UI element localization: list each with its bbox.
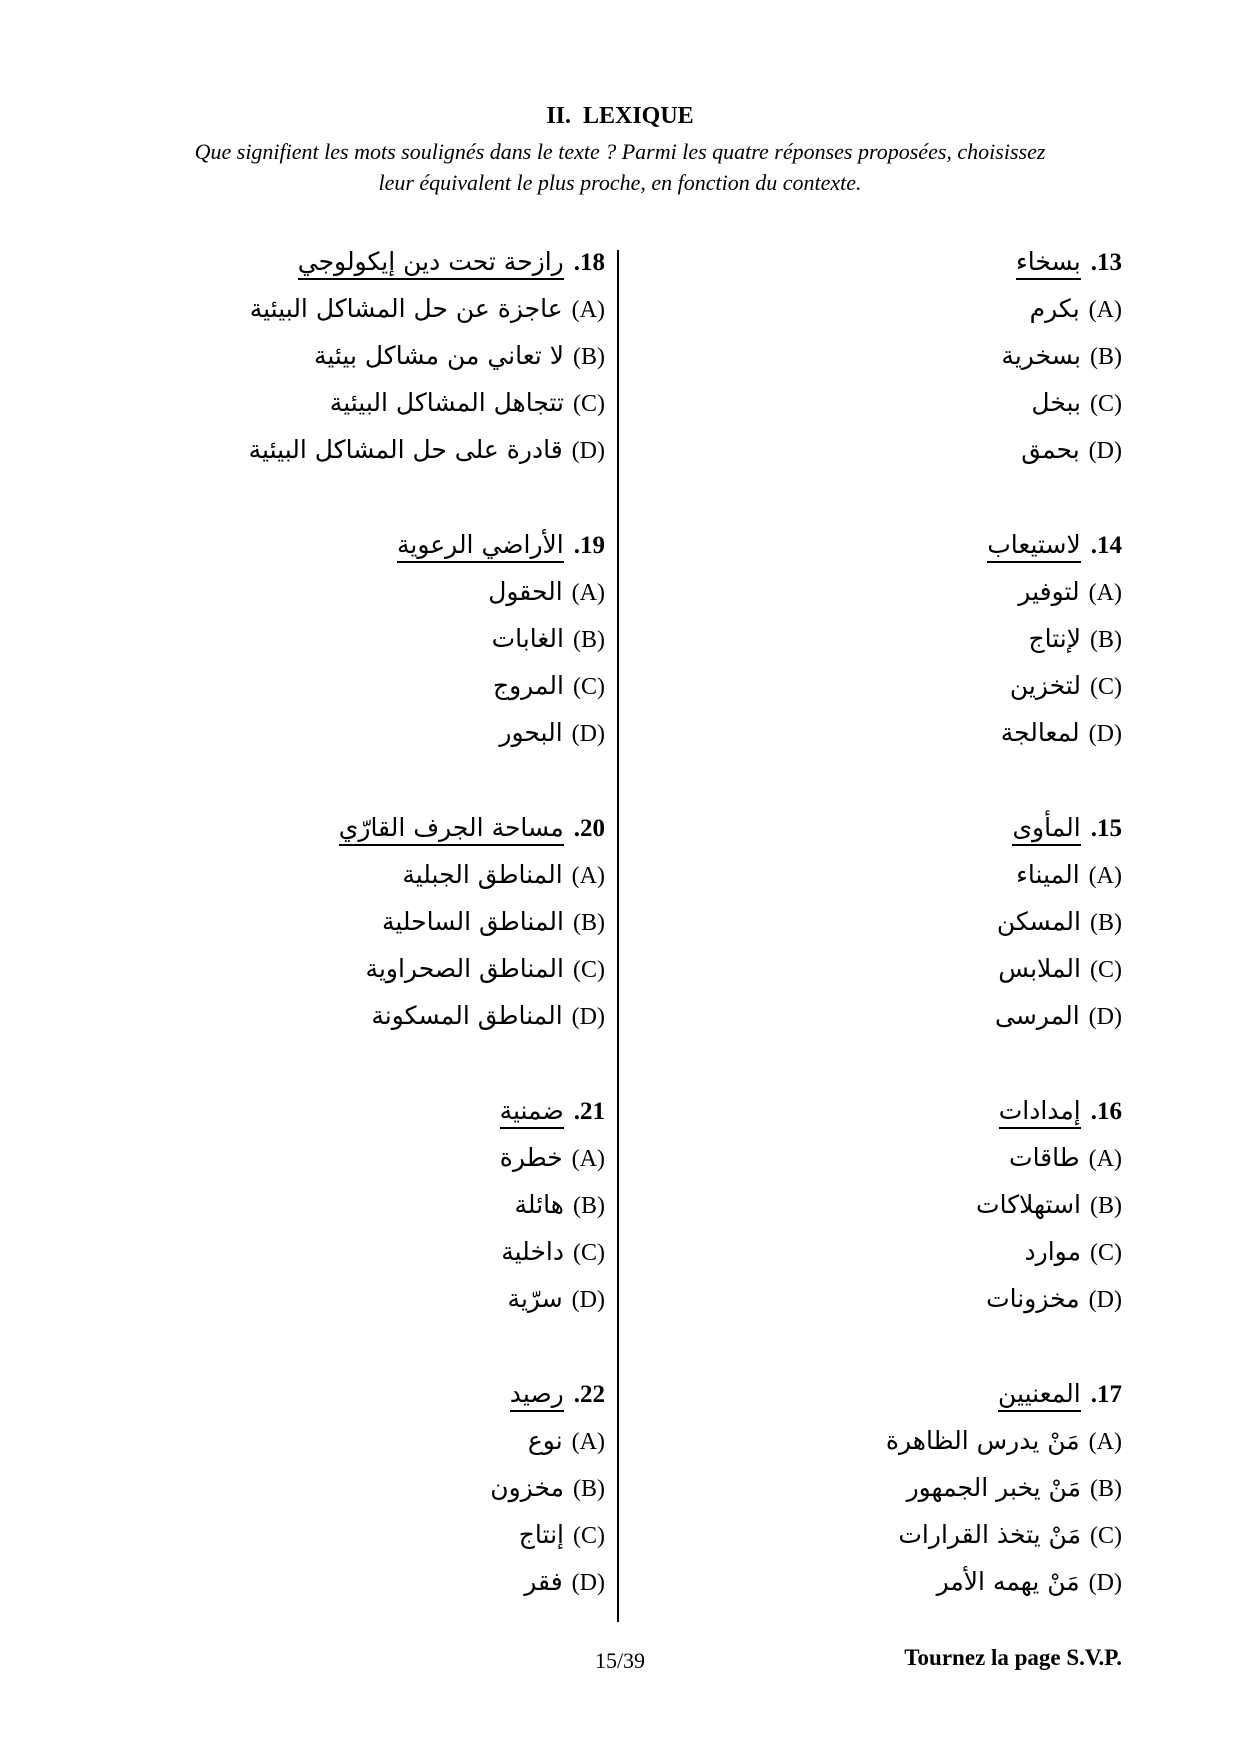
option-text: المرسى bbox=[995, 1001, 1080, 1030]
option-letter: (C) bbox=[1089, 1523, 1122, 1549]
option-row bbox=[100, 1558, 605, 1605]
option-text: المناطق الصحراوية bbox=[365, 954, 564, 983]
column-divider bbox=[617, 250, 619, 1622]
option-row bbox=[100, 1511, 605, 1558]
option-row bbox=[100, 568, 605, 615]
option-row bbox=[100, 1464, 605, 1511]
option-row bbox=[637, 1464, 1122, 1511]
option-text: المناطق المسكونة bbox=[371, 1001, 563, 1030]
option-text: طاقات bbox=[1009, 1143, 1080, 1172]
option-letter: (A) bbox=[1088, 297, 1122, 323]
question-number: 21. bbox=[573, 1098, 605, 1125]
option-text: مَنْ يهمه الأمر bbox=[936, 1567, 1080, 1596]
option-text: لتخزين bbox=[1009, 671, 1081, 700]
option-row bbox=[637, 945, 1122, 992]
option-row bbox=[637, 615, 1122, 662]
option-letter: (D) bbox=[571, 1287, 605, 1313]
option-letter: (C) bbox=[572, 391, 605, 417]
option-letter: (A) bbox=[1088, 580, 1122, 606]
option-letter: (A) bbox=[571, 297, 605, 323]
option-letter: (B) bbox=[572, 1193, 605, 1219]
option-text: قادرة على حل المشاكل البيئية bbox=[248, 435, 563, 464]
question-term: لاستيعاب bbox=[987, 530, 1081, 563]
option-letter: (A) bbox=[571, 1146, 605, 1172]
option-row bbox=[100, 898, 605, 945]
question-term: إمدادات bbox=[999, 1096, 1081, 1129]
question-header bbox=[637, 804, 1122, 851]
option-letter: (A) bbox=[571, 1429, 605, 1455]
instructions bbox=[0, 136, 1240, 198]
option-letter: (A) bbox=[1088, 1429, 1122, 1455]
option-row bbox=[100, 945, 605, 992]
question-20 bbox=[100, 804, 605, 1039]
option-text: موارد bbox=[1024, 1237, 1081, 1266]
option-row bbox=[100, 992, 605, 1039]
option-text: هائلة bbox=[514, 1190, 564, 1219]
option-row bbox=[637, 1417, 1122, 1464]
option-text: إنتاج bbox=[518, 1520, 564, 1549]
option-text: بسخرية bbox=[1001, 341, 1081, 370]
option-letter: (B) bbox=[1089, 1476, 1122, 1502]
option-text: المسكن bbox=[996, 907, 1081, 936]
page-number: 15/39 bbox=[594, 1648, 646, 1673]
option-text: مَنْ يخبر الجمهور bbox=[906, 1473, 1081, 1502]
option-letter: (B) bbox=[572, 344, 605, 370]
option-letter: (C) bbox=[1089, 391, 1122, 417]
option-text: المروج bbox=[492, 671, 564, 700]
question-21 bbox=[100, 1087, 605, 1322]
question-header bbox=[100, 804, 605, 851]
option-letter: (A) bbox=[1088, 1146, 1122, 1172]
option-row bbox=[637, 426, 1122, 473]
option-text: مَنْ يدرس الظاهرة bbox=[885, 1426, 1080, 1455]
question-17 bbox=[637, 1370, 1122, 1605]
option-text: الحقول bbox=[488, 577, 563, 606]
instructions-line-1: Que signifient les mots soulignés dans le texte ? Parmi les quatre réponses proposées, choisissez bbox=[194, 139, 1046, 164]
option-row bbox=[637, 1134, 1122, 1181]
option-row bbox=[100, 1275, 605, 1322]
option-row bbox=[100, 1417, 605, 1464]
option-text: بكرم bbox=[1029, 294, 1080, 323]
option-letter: (A) bbox=[571, 863, 605, 889]
option-row bbox=[100, 1134, 605, 1181]
option-text: مخزونات bbox=[986, 1284, 1080, 1313]
option-row bbox=[100, 662, 605, 709]
option-row bbox=[637, 709, 1122, 756]
question-15 bbox=[637, 804, 1122, 1039]
option-letter: (D) bbox=[1088, 721, 1122, 747]
option-text: الغابات bbox=[491, 624, 564, 653]
option-row bbox=[100, 709, 605, 756]
option-letter: (B) bbox=[1089, 627, 1122, 653]
option-text: لإنتاج bbox=[1028, 624, 1081, 653]
option-row bbox=[637, 1228, 1122, 1275]
option-letter: (C) bbox=[1089, 1240, 1122, 1266]
option-text: عاجزة عن حل المشاكل البيئية bbox=[249, 294, 563, 323]
option-letter: (C) bbox=[1089, 957, 1122, 983]
question-term: بسخاء bbox=[1016, 247, 1081, 280]
option-text: سرّية bbox=[507, 1284, 563, 1313]
option-letter: (D) bbox=[571, 721, 605, 747]
option-text: لمعالجة bbox=[1000, 718, 1080, 747]
option-row bbox=[100, 1228, 605, 1275]
option-text: خطرة bbox=[499, 1143, 563, 1172]
option-letter: (D) bbox=[1088, 1287, 1122, 1313]
question-header bbox=[100, 521, 605, 568]
option-text: الملابس bbox=[998, 954, 1081, 983]
option-text: مخزون bbox=[490, 1473, 564, 1502]
question-18 bbox=[100, 238, 605, 473]
option-letter: (D) bbox=[1088, 438, 1122, 464]
question-number: 22. bbox=[573, 1381, 605, 1408]
option-letter: (C) bbox=[572, 1240, 605, 1266]
option-row bbox=[637, 992, 1122, 1039]
option-text: فقر bbox=[524, 1567, 563, 1596]
option-row bbox=[637, 1275, 1122, 1322]
question-header bbox=[637, 238, 1122, 285]
option-text: نوع bbox=[527, 1426, 563, 1455]
question-header bbox=[100, 1370, 605, 1417]
question-term: رازحة تحت دين إيكولوجي bbox=[298, 247, 564, 280]
question-term: ضمنية bbox=[500, 1096, 564, 1129]
option-text: ببخل bbox=[1031, 388, 1081, 417]
option-text: داخلية bbox=[501, 1237, 564, 1266]
option-letter: (C) bbox=[572, 957, 605, 983]
option-row bbox=[637, 285, 1122, 332]
question-14 bbox=[637, 521, 1122, 756]
option-row bbox=[100, 1181, 605, 1228]
question-term: مساحة الجرف القارّي bbox=[339, 813, 564, 846]
option-row bbox=[637, 568, 1122, 615]
option-row bbox=[100, 332, 605, 379]
questions-area bbox=[0, 238, 1122, 1622]
option-row bbox=[637, 851, 1122, 898]
question-term: المعنيين bbox=[998, 1379, 1081, 1412]
question-13 bbox=[637, 238, 1122, 473]
option-text: تتجاهل المشاكل البيئية bbox=[329, 388, 564, 417]
option-text: المناطق الساحلية bbox=[381, 907, 564, 936]
question-16 bbox=[637, 1087, 1122, 1322]
option-text: استهلاكات bbox=[976, 1190, 1081, 1219]
option-text: البحور bbox=[499, 718, 563, 747]
option-text: المناطق الجبلية bbox=[402, 860, 563, 889]
option-letter: (D) bbox=[1088, 1004, 1122, 1030]
option-letter: (B) bbox=[1089, 910, 1122, 936]
option-letter: (B) bbox=[572, 627, 605, 653]
option-row bbox=[637, 332, 1122, 379]
column-right bbox=[637, 238, 1122, 1605]
option-row bbox=[637, 379, 1122, 426]
option-letter: (A) bbox=[571, 580, 605, 606]
question-number: 16. bbox=[1090, 1098, 1122, 1125]
option-letter: (C) bbox=[572, 1523, 605, 1549]
option-row bbox=[637, 1181, 1122, 1228]
option-letter: (D) bbox=[1088, 1570, 1122, 1596]
option-letter: (B) bbox=[572, 1476, 605, 1502]
question-number: 17. bbox=[1090, 1381, 1122, 1408]
option-text: لتوفير bbox=[1018, 577, 1080, 606]
question-header bbox=[637, 521, 1122, 568]
option-letter: (B) bbox=[572, 910, 605, 936]
question-header bbox=[100, 1087, 605, 1134]
question-number: 18. bbox=[573, 249, 605, 276]
option-letter: (B) bbox=[1089, 344, 1122, 370]
question-number: 20. bbox=[573, 815, 605, 842]
option-letter: (D) bbox=[571, 438, 605, 464]
question-header bbox=[100, 238, 605, 285]
option-row bbox=[100, 379, 605, 426]
option-row bbox=[637, 898, 1122, 945]
instructions-line-2: leur équivalent le plus proche, en fonction du contexte. bbox=[378, 170, 862, 195]
section-title: II. LEXIQUE bbox=[546, 103, 694, 129]
option-letter: (D) bbox=[571, 1570, 605, 1596]
option-text: مَنْ يتخذ القرارات bbox=[898, 1520, 1081, 1549]
option-text: بحمق bbox=[1021, 435, 1080, 464]
question-number: 14. bbox=[1090, 532, 1122, 559]
question-number: 13. bbox=[1090, 249, 1122, 276]
question-19 bbox=[100, 521, 605, 756]
column-left bbox=[100, 238, 605, 1605]
question-22 bbox=[100, 1370, 605, 1605]
option-row bbox=[100, 426, 605, 473]
option-text: الميناء bbox=[1016, 860, 1080, 889]
option-row bbox=[100, 615, 605, 662]
question-term: المأوى bbox=[1012, 813, 1080, 846]
option-row bbox=[100, 851, 605, 898]
option-letter: (A) bbox=[1088, 863, 1122, 889]
question-term: رصيد bbox=[510, 1379, 564, 1412]
option-row bbox=[637, 1511, 1122, 1558]
option-row bbox=[637, 1558, 1122, 1605]
option-letter: (C) bbox=[1089, 674, 1122, 700]
option-letter: (D) bbox=[571, 1004, 605, 1030]
question-header bbox=[637, 1370, 1122, 1417]
question-number: 19. bbox=[573, 532, 605, 559]
option-letter: (C) bbox=[572, 674, 605, 700]
question-number: 15. bbox=[1090, 815, 1122, 842]
option-text: لا تعاني من مشاكل بيئية bbox=[313, 341, 564, 370]
option-letter: (B) bbox=[1089, 1193, 1122, 1219]
option-row bbox=[637, 662, 1122, 709]
question-term: الأراضي الرعوية bbox=[397, 530, 564, 563]
turn-page-note: Tournez la page S.V.P. bbox=[904, 1645, 1122, 1670]
question-header bbox=[637, 1087, 1122, 1134]
option-row bbox=[100, 285, 605, 332]
